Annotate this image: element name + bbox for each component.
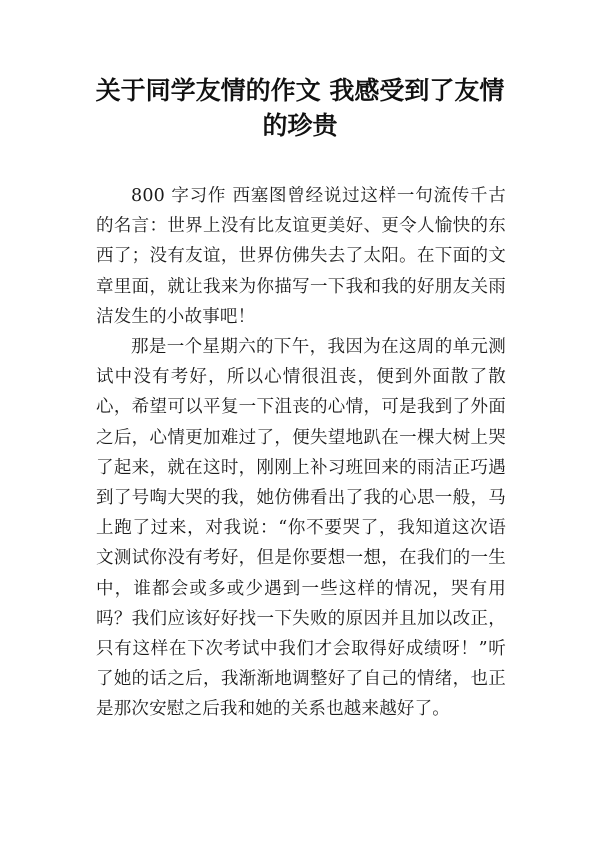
- document-body: [96, 181, 506, 725]
- paragraph-intro: 800 字习作 西塞图曾经说过这样一句流传千古的名言：世界上没有比友谊更美好、更令人愉快的东西了；没有友谊，世界仿佛失去了太阳。在下面的文章里面，就让我来为你描写一下我和我的好朋友关雨洁发生的小故事吧！: [96, 186, 506, 327]
- paragraph-story: 那是一个星期六的下午，我因为在这周的单元测试中没有考好，所以心情很沮丧，便到外面散了散心，希望可以平复一下沮丧的心情，可是我到了外面之后，心情更加难过了，便失望地趴在一棵大树上哭了起来，就在这时，刚刚上补习班回来的雨洁正巧遇到了号啕大哭的我，她仿佛看出了我的心思一般，马上跑了过来，对我说：“你不要哭了，我知道这次语文测试你没有考好，但是你要想一想，在我们的一生中，谁都会或多或少遇到一些这样的情况，哭有用吗？我们应该好好找一下失败的原因并且加以改正，只有这样在下次考试中我们才会取得好成绩呀！”听了她的话之后，我渐渐地调整好了自己的情绪，也正是那次安慰之后我和她的关系也越来越好了。: [96, 337, 506, 720]
- document-title: [60, 73, 540, 143]
- title-line-1: 关于同学友情的作文 我感受到了友情: [95, 76, 505, 105]
- title-line-2: 的珍贵: [262, 111, 338, 140]
